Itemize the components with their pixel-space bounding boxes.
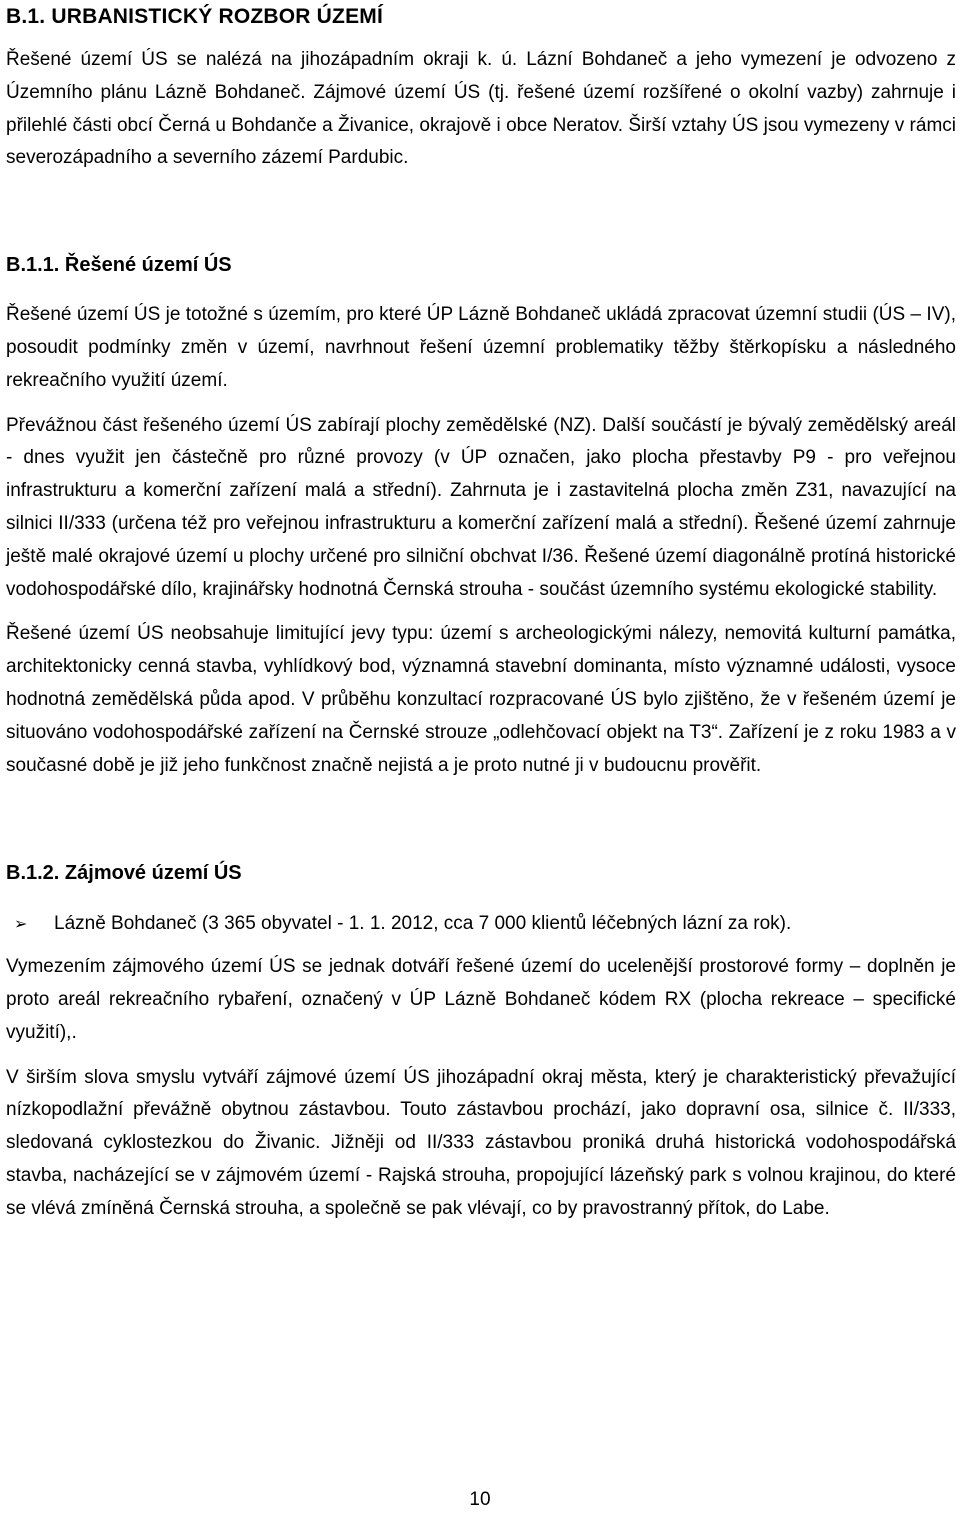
section-heading-b1: B.1. URBANISTICKÝ ROZBOR ÚZEMÍ [6,5,384,28]
intro-paragraph: Řešené území ÚS se nalézá na jihozápadním okraji k. ú. Lázní Bohdaneč a jeho vymezení je odvozeno z Územního plánu Lázně Bohdaneč. Zájmové území ÚS (tj. řešené území rozšířené o okolní vazby) zahrnuje i přilehlé části obcí Černá u Bohdanče a Živanice, okrajově i obce Neratov. Širší vztahy ÚS jsou vymezeny v rámci severozápadního a severního zázemí Pardubic. [6,49,956,169]
b111-paragraph-2: Převážnou část řešeného území ÚS zabírají plochy zemědělské (NZ). Další součástí je bývalý zemědělský areál - dnes využit jen částečně pro různé provozy (v ÚP označen, jako plocha přestavby P9 - pro veřejnou infrastrukturu a komerční zařízení malá a střední). Zahrnuta je i zastavitelná plocha změn Z31, navazující na silnici II/333 (určena též pro veřejnou infrastrukturu a komerční zařízení malá a střední). Řešené území zahrnuje ještě malé okrajové území u plochy určené pro silniční obchvat I/36. Řešené území diagonálně protíná historické vodohospodářské dílo, krajinářsky hodnotná Černská strouha - součást územního systému ekologické stability. [6,414,956,600]
b112-paragraph-1: Vymezením zájmového území ÚS se jednak dotváří řešené území do ucelenější prostorové formy – doplněn je proto areál rekreačního rybaření, označený v ÚP Lázně Bohdaneč kódem RX (plocha rekreace – specifické využití),. [6,956,956,1043]
b111-paragraph-1: Řešené území ÚS je totožné s územím, pro které ÚP Lázně Bohdaneč ukládá zpracovat územní studii (ÚS – IV), posoudit podmínky změn v území, navrhnout řešení územní problematiky těžby štěrkopísku a následného rekreačního využití území. [6,304,956,391]
list-item [6,908,956,941]
b112-paragraph-2: V širším slova smyslu vytváří zájmové území ÚS jihozápadní okraj města, který je charakteristický převažující nízkopodlažní převážně obytnou zástavbou. Touto zástavbou prochází, jako dopravní osa, silnice č. II/333, sledovaná cyklostezkou do Živanic. Jižněji od II/333 zástavbou proniká druhá historická vodohospodářská stavba, nacházející se v zájmovém území - Rajská strouha, propojující lázeňský park s volnou krajinou, do které se vlévá zmíněná Černská strouha, a společně se pak vlévají, co by pravostranný přítok, do Labe. [6,1066,956,1219]
document-page [6,0,956,1226]
list-item-text: Lázně Bohdaneč (3 365 obyvatel - 1. 1. 2012, cca 7 000 klientů léčebných lázní za rok). [54,913,792,935]
section-heading-b112: B.1.2. Zájmové území ÚS [6,862,242,885]
page-number: 10 [469,1489,491,1510]
section-heading-b111: B.1.1. Řešené území ÚS [6,254,232,277]
arrow-bullet-icon: ➢ [14,914,28,934]
b111-paragraph-3: Řešené území ÚS neobsahuje limitující jevy typu: území s archeologickými nálezy, nemovitá kulturní památka, architektonicky cenná stavba, vyhlídkový bod, významná stavební dominanta, místo významné události, vysoce hodnotná zemědělská půda apod. V průběhu konzultací rozpracované ÚS bylo zjištěno, že v řešeném území je situováno vodohospodářské zařízení na Černské strouze „odlehčovací objekt na T3“. Zařízení je z roku 1983 a v současné době je již jeho funkčnost značně nejistá a je proto nutné ji v budoucnu prověřit. [6,623,956,776]
